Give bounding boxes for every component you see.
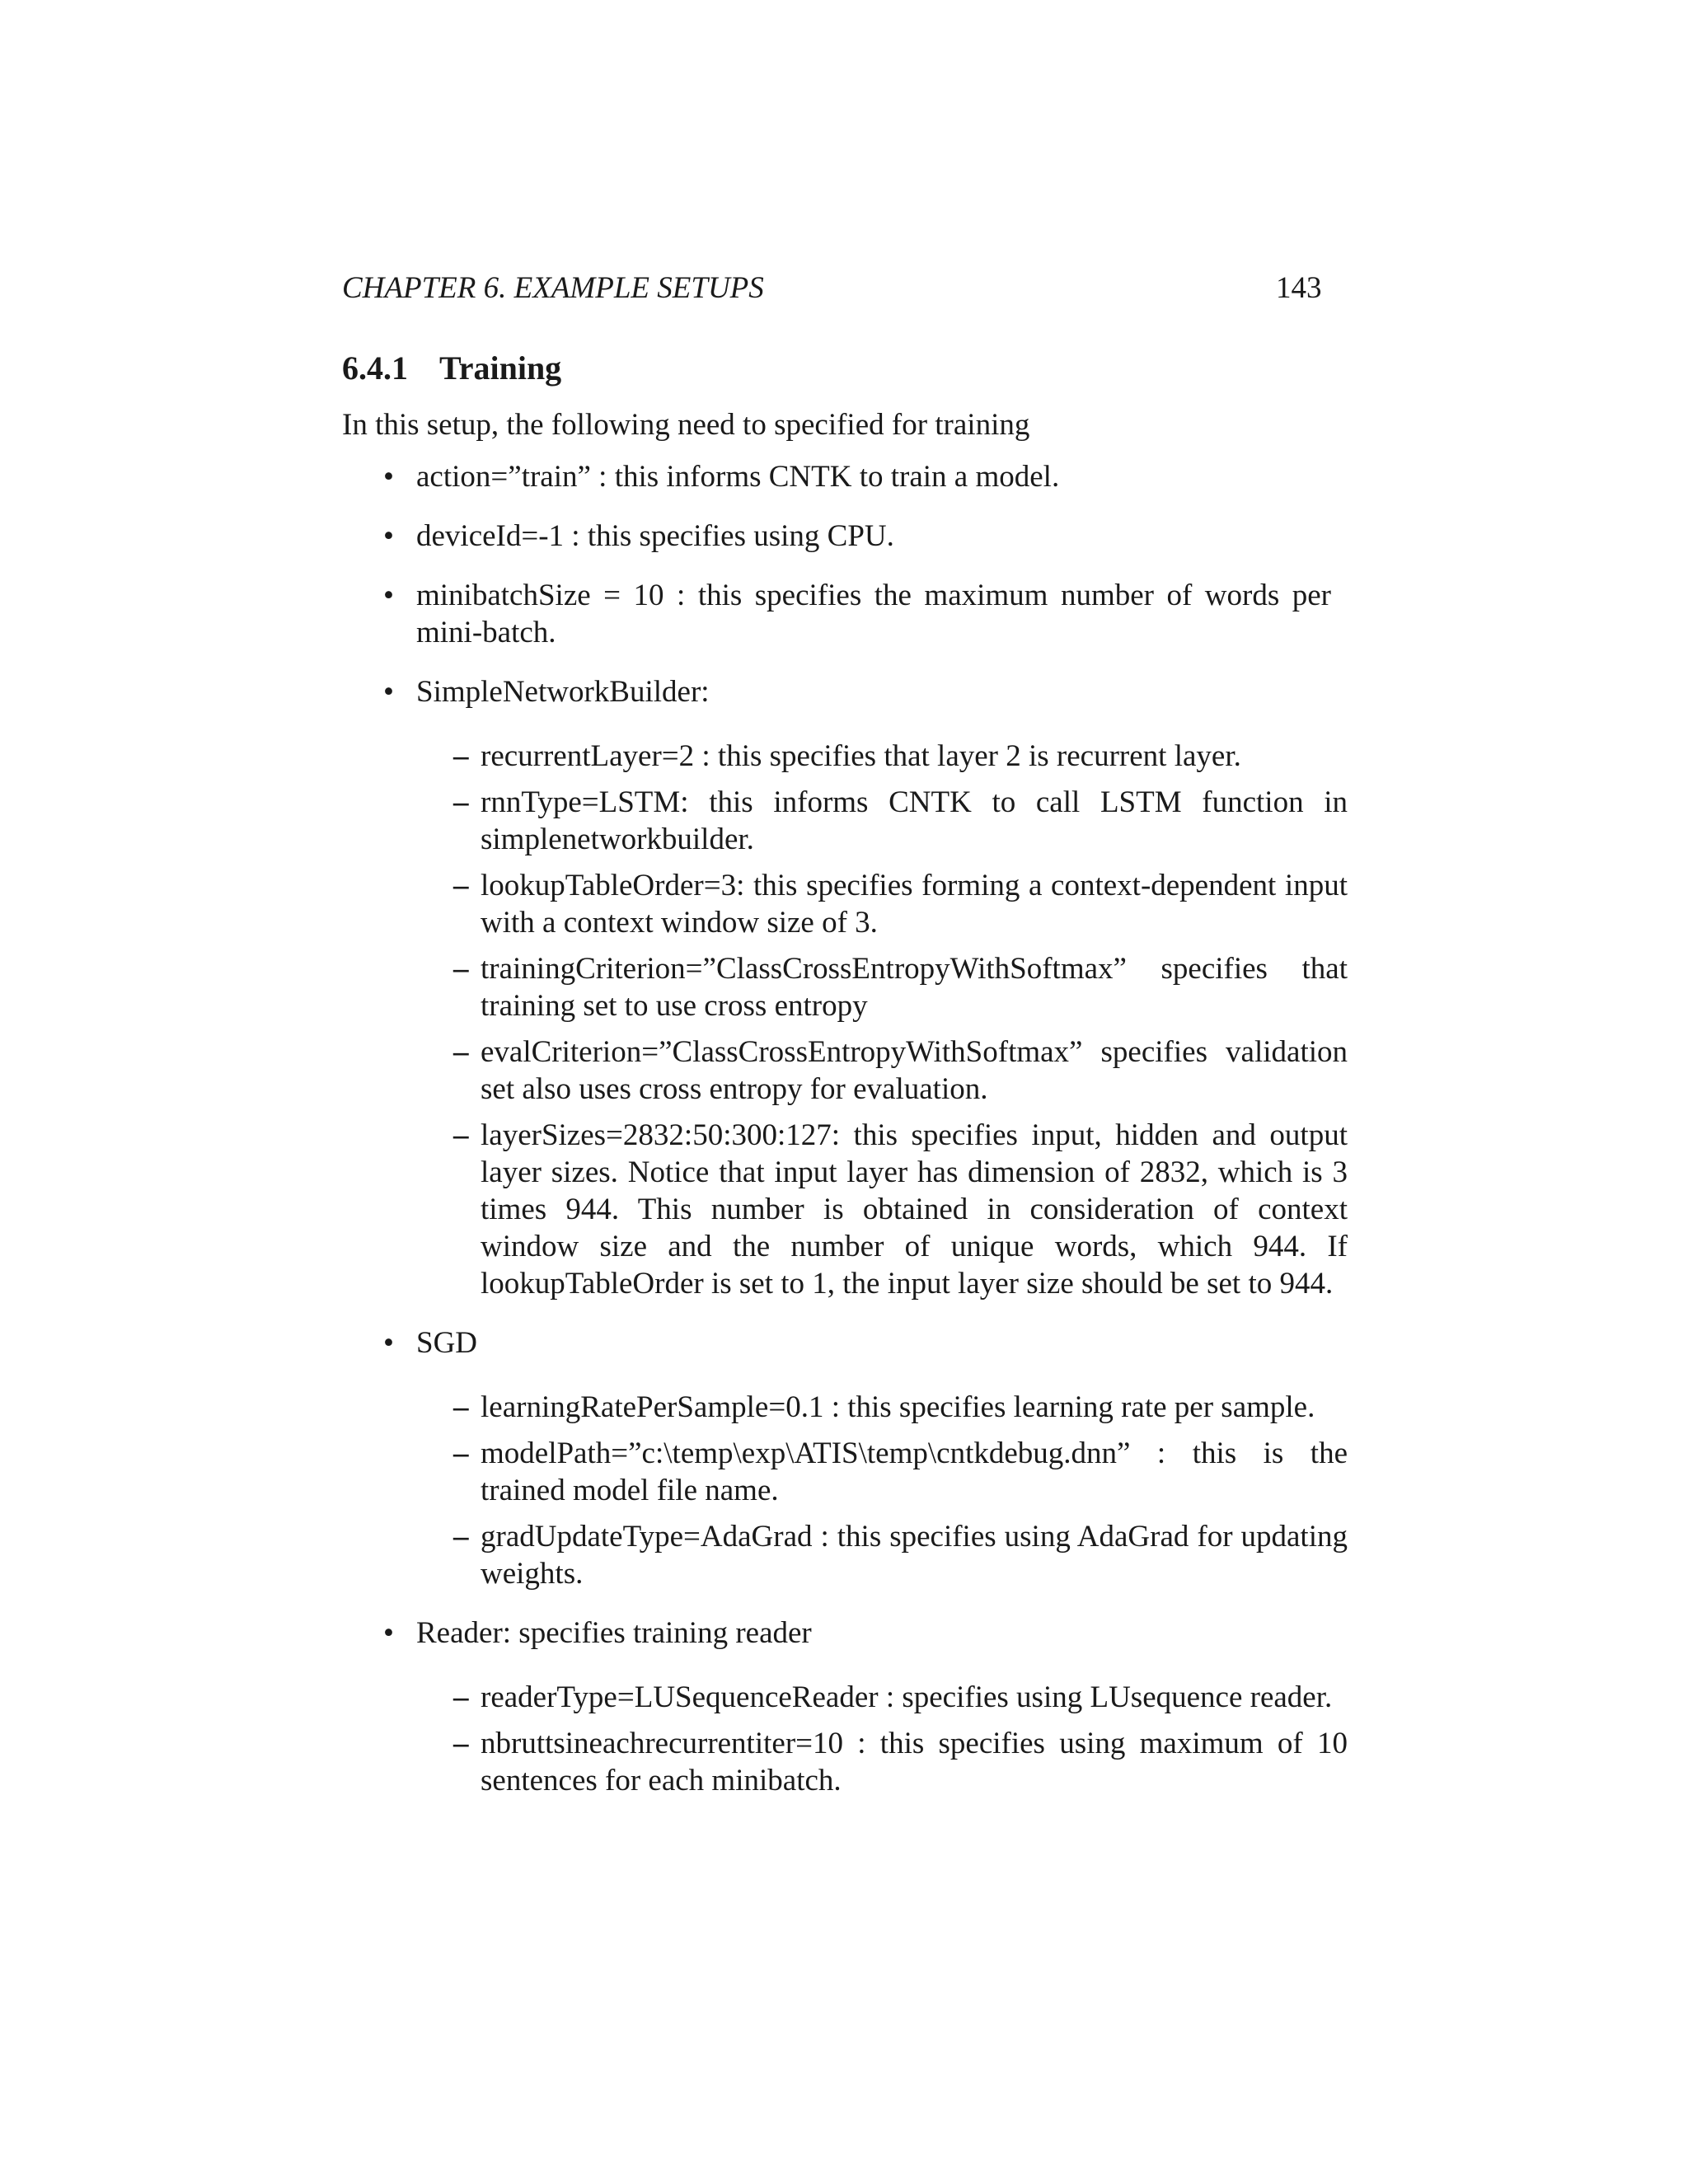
sublist-item [342,1725,1348,1799]
sublist-item-text: modelPath=”c:\temp\exp\ATIS\temp\cntkdebug.dnn” : this is the trained model file name. [481,1436,1348,1507]
list-item-action [342,458,1348,495]
bullet-icon: • [383,519,394,553]
sublist-sgd [342,1389,1348,1592]
sublist-item [342,784,1348,858]
sublist-item-text: recurrentLayer=2 : this specifies that layer 2 is recurrent layer. [481,739,1241,773]
sublist-item [342,1117,1348,1302]
chapter-title: CHAPTER 6. EXAMPLE SETUPS [342,271,764,305]
dash-icon: – [453,785,469,819]
section-number: 6.4.1 [342,349,408,387]
sublist-item [342,1033,1348,1108]
list-item-device [342,518,1348,555]
list-item-label: SGD [416,1326,478,1360]
list-item-simplenetworkbuilder [342,673,1348,1302]
sublist-reader [342,1679,1348,1799]
bullet-icon: • [383,1616,394,1650]
sublist-item-text: evalCriterion=”ClassCrossEntropyWithSoftmax” specifies validation set also uses cross entropy for evaluation. [481,1035,1348,1106]
dash-icon: – [453,1436,469,1470]
section-title: Training [439,349,562,387]
sublist-item [342,1435,1348,1509]
bullet-icon: • [383,579,394,612]
bullet-icon: • [383,460,394,494]
sublist-item [342,867,1348,941]
dash-icon: – [453,1680,469,1714]
bullet-icon: • [383,675,394,709]
sublist-item [342,1679,1348,1716]
sublist-item-text: trainingCriterion=”ClassCrossEntropyWithSoftmax” specifies that training set to use cross entropy [481,952,1348,1023]
list-item-text: deviceId=-1 : this specifies using CPU. [416,519,894,553]
list-item-text: action=”train” : this informs CNTK to train a model. [416,460,1060,494]
page [342,262,1348,1821]
dash-icon: – [453,1390,469,1424]
sublist-item [342,738,1348,775]
page-number: 143 [1276,271,1322,305]
sublist-item [342,1518,1348,1592]
dash-icon: – [453,739,469,773]
sublist-item-text: nbruttsineachrecurrentiter=10 : this specifies using maximum of 10 sentences for each minibatch. [481,1727,1348,1797]
sublist-item-text: learningRatePerSample=0.1 : this specifies learning rate per sample. [481,1390,1315,1424]
sublist-item-text: lookupTableOrder=3: this specifies forming a context-dependent input with a context window size of 3. [481,869,1348,940]
dash-icon: – [453,1118,469,1152]
list-item-minibatch [342,577,1348,651]
list-item-sgd [342,1324,1348,1592]
sublist-item [342,950,1348,1024]
intro-paragraph: In this setup, the following need to specified for training [342,408,1030,442]
dash-icon: – [453,952,469,986]
dash-icon: – [453,1727,469,1760]
list-item-reader [342,1615,1348,1799]
bullet-icon: • [383,1326,394,1360]
dash-icon: – [453,1035,469,1069]
section-heading [342,349,1348,390]
dash-icon: – [453,869,469,902]
sublist-simplenetworkbuilder [342,738,1348,1302]
sublist-item-text: rnnType=LSTM: this informs CNTK to call LSTM function in simplenetworkbuilder. [481,785,1348,856]
running-head [342,262,1348,312]
list-item-label: Reader: specifies training reader [416,1616,812,1650]
settings-list [342,458,1348,1799]
dash-icon: – [453,1520,469,1554]
sublist-item-text: layerSizes=2832:50:300:127: this specifies input, hidden and output layer sizes. Notice that input layer has dimension of 2832, which is 3 times 944. This number is obtained in consideration of context window size and the number of unique words, which 944. If lookupTableOrder is set to 1, the input layer size should be set to 944. [481,1118,1348,1301]
list-item-label: SimpleNetworkBuilder: [416,675,710,709]
sublist-item [342,1389,1348,1426]
sublist-item-text: readerType=LUSequenceReader : specifies using LUsequence reader. [481,1680,1333,1714]
list-item-text: minibatchSize = 10 : this specifies the maximum number of words per mini-batch. [416,579,1331,649]
sublist-item-text: gradUpdateType=AdaGrad : this specifies using AdaGrad for updating weights. [481,1520,1348,1591]
